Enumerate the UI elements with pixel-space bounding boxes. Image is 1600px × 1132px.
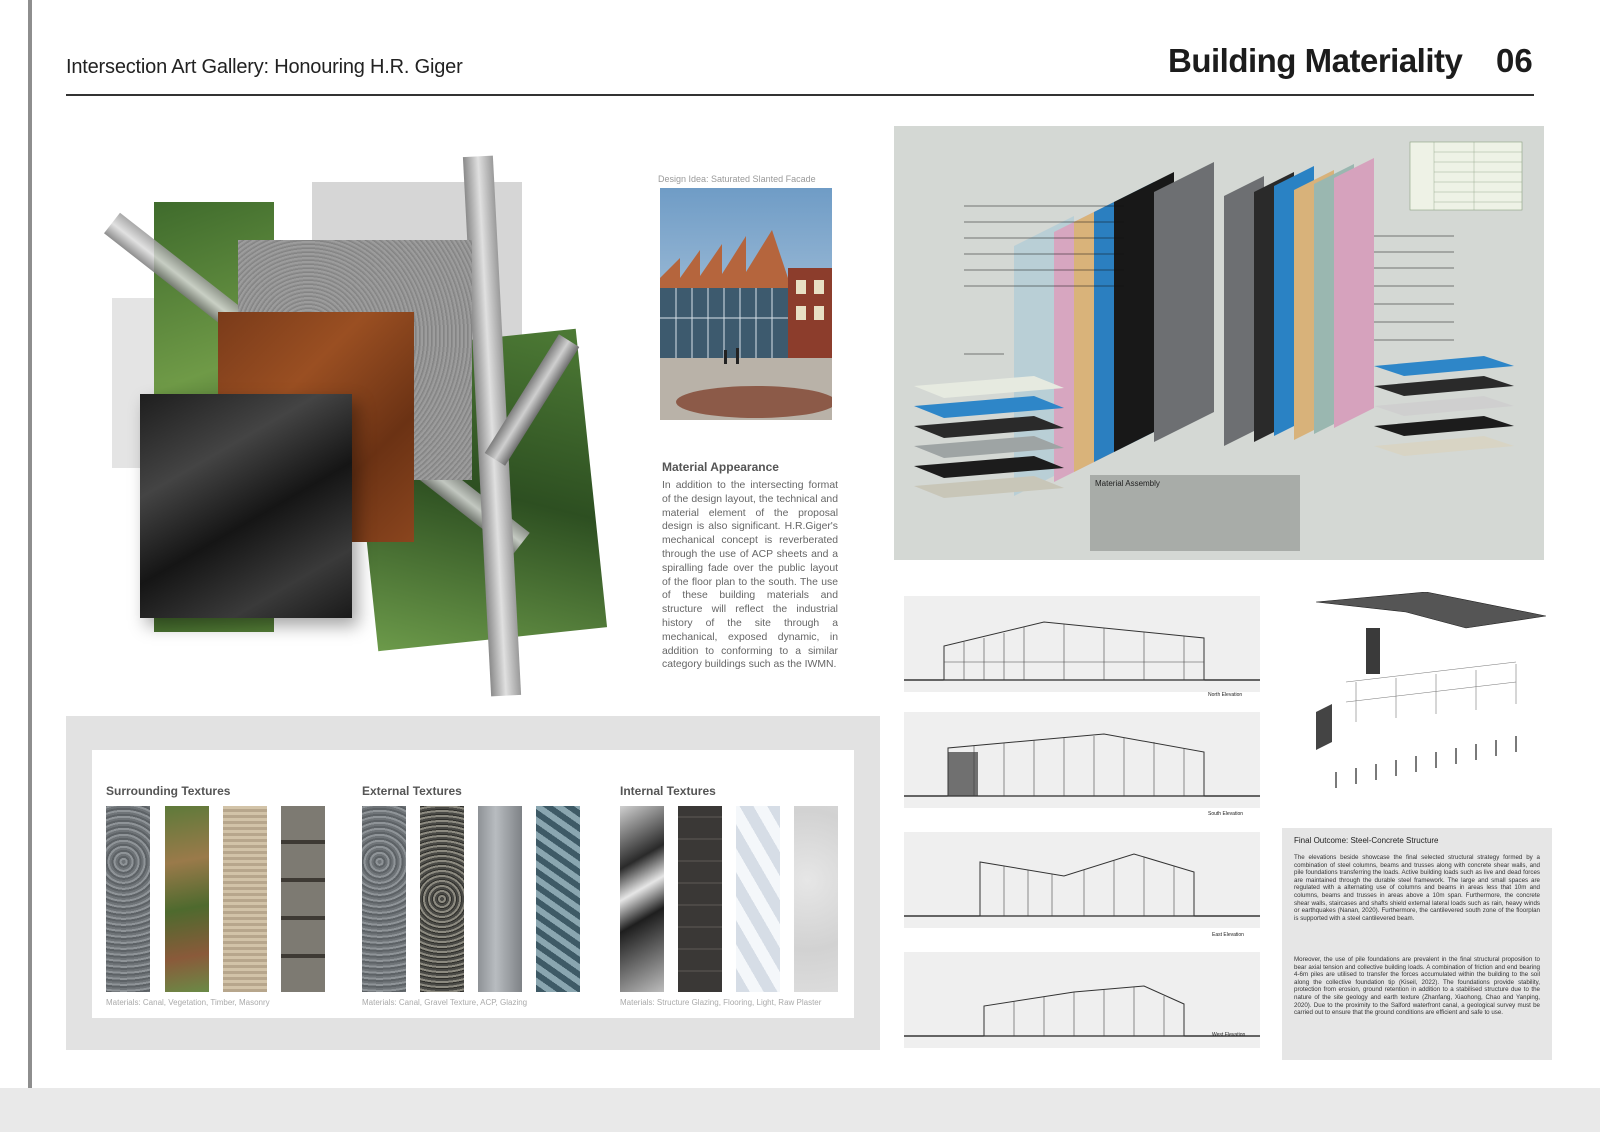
swatch-canal-external xyxy=(362,806,406,992)
internal-textures-title: Internal Textures xyxy=(620,784,716,798)
external-textures-caption: Materials: Canal, Gravel Texture, ACP, Glazing xyxy=(362,998,528,1007)
page-bottom-band xyxy=(0,1088,1600,1132)
swatch-acp xyxy=(478,806,522,992)
swatch-light xyxy=(736,806,780,992)
final-outcome-paragraph-1: The elevations beside showcase the final selected structural strategy formed by a combination of steel columns, beams and trusses along with concrete shear walls, and pile foundations transferring the loads. Active building loads such as live and dead forces are maintained through the durable steel framework. The large and small spaces are regulated with a alternating use of columns and beams in areas less that 10m and columns, beams and trusses in areas above a 10m span. Furthermore, the concrete shear walls, staircases and shafts shield external lateral loads such as rain, heavy winds or earthquakes (Nanan, 2020). Furthermore, the cantilevered south zone of the floorplan is supported with a steel cantilevered beam. xyxy=(1294,854,1540,922)
page-left-rule xyxy=(28,0,32,1132)
collage-black-acp-panel xyxy=(140,394,352,618)
final-outcome-paragraph-2: Moreover, the use of pile foundations are prevalent in the final structural proposition to bear axial tension and collective building loads. A combination of friction and end bearing 4-6m piles are utilised to transfer the forces accumulated within the building to the soil along the collective foundation tip (Kiseil, 2022). The foundations provide stability, protection from erosion, ground retention in addition to a stabilised structure due to the nature of the site geology and earth texture (Zhanfang, Xiaohong, Chao and Yanping, 2020). Due to the proximity to the Salford waterfront canal, a geological survey must be carried out to ensure that the ground conditions are efficient and safe to use. xyxy=(1294,956,1540,1017)
final-outcome-title: Final Outcome: Steel-Concrete Structure xyxy=(1294,836,1439,845)
surrounding-textures-title: Surrounding Textures xyxy=(106,784,231,798)
swatch-gravel xyxy=(420,806,464,992)
structural-axonometric-svg xyxy=(1316,592,1546,798)
swatch-timber xyxy=(223,806,267,992)
east-elevation-svg xyxy=(904,832,1260,928)
material-appearance-title: Material Appearance xyxy=(662,460,779,474)
slanted-facade-photo xyxy=(660,188,832,420)
east-elevation-drawing xyxy=(904,832,1260,928)
swatch-flooring xyxy=(678,806,722,992)
south-elevation-svg xyxy=(904,712,1260,808)
swatch-canal xyxy=(106,806,150,992)
project-title: Intersection Art Gallery: Honouring H.R. Giger xyxy=(66,56,463,78)
structural-axonometric-drawing xyxy=(1316,592,1546,798)
swatch-masonry xyxy=(281,806,325,992)
east-elevation-label: East Elevation xyxy=(1212,932,1244,938)
facade-photo-drawing xyxy=(660,188,832,420)
north-elevation-drawing xyxy=(904,596,1260,692)
surrounding-textures-caption: Materials: Canal, Vegetation, Timber, Masonry xyxy=(106,998,270,1007)
north-elevation-svg xyxy=(904,596,1260,692)
material-collage xyxy=(72,150,618,710)
west-elevation-drawing xyxy=(904,952,1260,1048)
west-elevation-svg xyxy=(904,952,1260,1048)
header-rule xyxy=(66,94,1534,96)
swatch-structure-glazing xyxy=(620,806,664,992)
north-elevation-label: North Elevation xyxy=(1208,692,1243,698)
south-elevation-drawing xyxy=(904,712,1260,808)
swatch-glazing xyxy=(536,806,580,992)
west-elevation-label: West Elevation xyxy=(1212,1032,1246,1038)
south-elevation-label: South Elevation xyxy=(1208,811,1244,817)
sheet-number: 06 xyxy=(1496,42,1533,79)
swatch-vegetation xyxy=(165,806,209,992)
material-appearance-body: In addition to the intersecting format of the design layout, the technical and material element of the proposal design is also significant. H.R.Giger's mechanical concept is reverberated through the use of ACP sheets and a spiralling fade over the public layout of the floor plan to the south. The use of these building materials and structure will reflect the industrial history of the site through a mechanical, exposed dynamic, in addition to conforming to a similar category buildings such as the IWMN. xyxy=(662,480,838,671)
design-idea-caption: Design Idea: Saturated Slanted Facade xyxy=(658,174,816,184)
internal-textures-caption: Materials: Structure Glazing, Flooring, Light, Raw Plaster xyxy=(620,998,822,1007)
material-assembly-note-title: Material Assembly xyxy=(1095,479,1160,488)
sheet-title: Building Materiality xyxy=(1168,42,1463,79)
external-textures-title: External Textures xyxy=(362,784,462,798)
swatch-raw-plaster xyxy=(794,806,838,992)
